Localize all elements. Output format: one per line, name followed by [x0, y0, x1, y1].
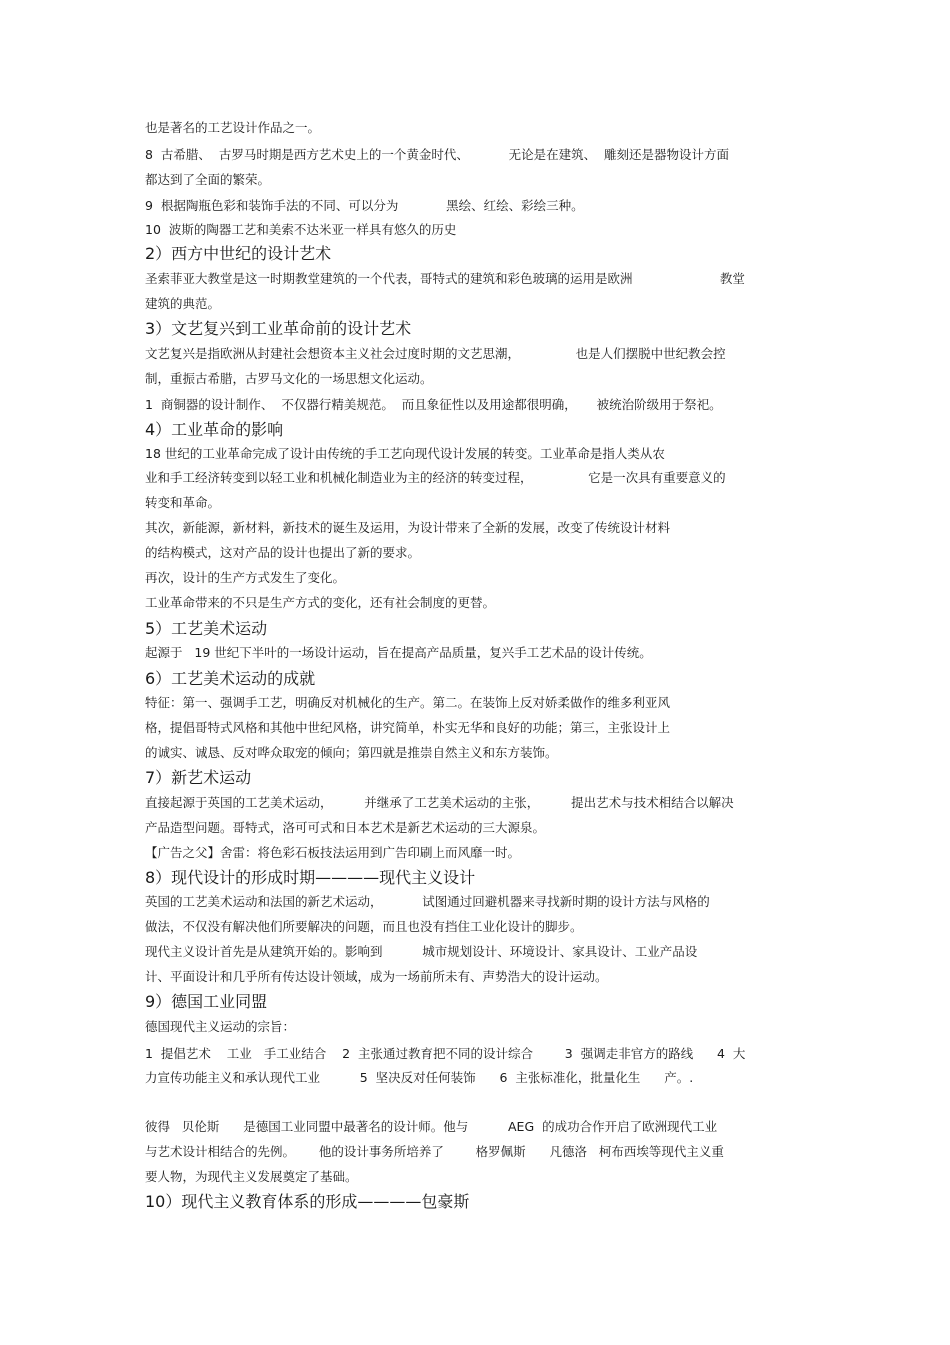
text-line: 德国现代主义运动的宗旨： [145, 1019, 296, 1034]
text-line: 圣索菲亚大教堂是这一时期教堂建筑的一个代表，哥特式的建筑和彩色玻璃的运用是欧洲 教堂 [145, 271, 745, 286]
text-line: 建筑的典范。 [145, 296, 221, 311]
text-line: 做法，不仅没有解决他们所要解决的问题，而且也没有挡住工业化设计的脚步。 [145, 919, 583, 934]
text-line: 文艺复兴是指欧洲从封建社会想资本主义社会过度时期的文艺思潮， 也是人们摆脱中世纪教会控 [145, 346, 726, 361]
section-heading: 10）现代主义教育体系的形成————包豪斯 [145, 1192, 470, 1211]
text-line: 10 波斯的陶器工艺和美索不达米亚一样具有悠久的历史 [145, 222, 457, 237]
section-heading: 9）德国工业同盟 [145, 992, 268, 1011]
section-heading: 3）文艺复兴到工业革命前的设计艺术 [145, 319, 412, 338]
text-line: 特征：第一、强调手工艺，明确反对机械化的生产。第二。在装饰上反对娇柔做作的维多利亚风 [145, 695, 671, 710]
text-line: 都达到了全面的繁荣。 [145, 172, 271, 187]
text-line: 8 古希腊、 古罗马时期是西方艺术史上的一个黄金时代、 无论是在建筑、 雕刻还是器物设计方面 [145, 147, 730, 162]
text-line: 直接起源于英国的工艺美术运动， 并继承了工艺美术运动的主张， 提出艺术与技术相结合以解决 [145, 795, 734, 810]
text-line: 的诚实、诚恳、反对哗众取宠的倾向；第四就是推崇自然主义和东方装饰。 [145, 745, 558, 760]
section-heading: 4）工业革命的影响 [145, 420, 284, 439]
text-line: 其次，新能源，新材料，新技术的诞生及运用，为设计带来了全新的发展，改变了传统设计材料 [145, 520, 671, 535]
text-line: 1 提倡艺术 工业 手工业结合 2 主张通过教育把不同的设计综合 3 强调走非官方的路线 4 大 [145, 1046, 746, 1061]
text-line: 制，重振古希腊，古罗马文化的一场思想文化运动。 [145, 371, 433, 386]
text-line: 再次，设计的生产方式发生了变化。 [145, 570, 346, 585]
text-line: 英国的工艺美术运动和法国的新艺术运动， 试图通过回避机器来寻找新时期的设计方法与风格的 [145, 894, 710, 909]
text-line: 力宣传功能主义和承认现代工业 5 坚决反对任何装饰 6 主张标准化，批量化生 产。. [145, 1070, 694, 1085]
text-line: 转变和革命。 [145, 495, 221, 510]
text-line: 起源于 19 世纪下半叶的一场设计运动，旨在提高产品质量，复兴手工艺术品的设计传统。 [145, 645, 652, 660]
text-line: 计、平面设计和几乎所有传达设计领域，成为一场前所未有、声势浩大的设计运动。 [145, 969, 608, 984]
section-heading: 2）西方中世纪的设计艺术 [145, 244, 332, 263]
text-line: 要人物，为现代主义发展奠定了基础。 [145, 1169, 358, 1184]
text-line: 18 世纪的工业革命完成了设计由传统的手工艺向现代设计发展的转变。工业革命是指人类从农 [145, 446, 665, 461]
section-heading: 8）现代设计的形成时期————现代主义设计 [145, 868, 476, 887]
text-line: 也是著名的工艺设计作品之一。 [145, 120, 321, 135]
section-heading: 5）工艺美术运动 [145, 619, 268, 638]
text-line: 彼得 贝伦斯 是德国工业同盟中最著名的设计师。他与 AEG 的成功合作开启了欧洲现代工业 [145, 1119, 718, 1134]
text-line: 产品造型问题。哥特式，洛可可式和日本艺术是新艺术运动的三大源泉。 [145, 820, 546, 835]
section-heading: 7）新艺术运动 [145, 768, 252, 787]
text-line: 格，提倡哥特式风格和其他中世纪风格，讲究简单，朴实无华和良好的功能；第三，主张设计上 [145, 720, 671, 735]
text-line: 与艺术设计相结合的先例。 他的设计事务所培养了 格罗佩斯 凡德洛 柯布西埃等现代主义重 [145, 1144, 724, 1159]
text-line: 现代主义设计首先是从建筑开始的。影响到 城市规划设计、环境设计、家具设计、工业产品设 [145, 944, 698, 959]
text-line: 1 商铜器的设计制作、 不仅器行精美规范。 而且象征性以及用途都很明确， 被统治阶级用于祭祀。 [145, 397, 722, 412]
section-heading: 6）工艺美术运动的成就 [145, 669, 316, 688]
text-line: 的结构模式，这对产品的设计也提出了新的要求。 [145, 545, 421, 560]
text-line: 【广告之父】舍雷：将色彩石板技法运用到广告印刷上而风靡一时。 [145, 845, 521, 860]
text-line: 工业革命带来的不只是生产方式的变化，还有社会制度的更替。 [145, 595, 496, 610]
text-line: 业和手工经济转变到以轻工业和机械化制造业为主的经济的转变过程， 它是一次具有重要意义的 [145, 470, 726, 485]
text-line: 9 根据陶瓶色彩和装饰手法的不同、可以分为 黑绘、红绘、彩绘三种。 [145, 198, 584, 213]
